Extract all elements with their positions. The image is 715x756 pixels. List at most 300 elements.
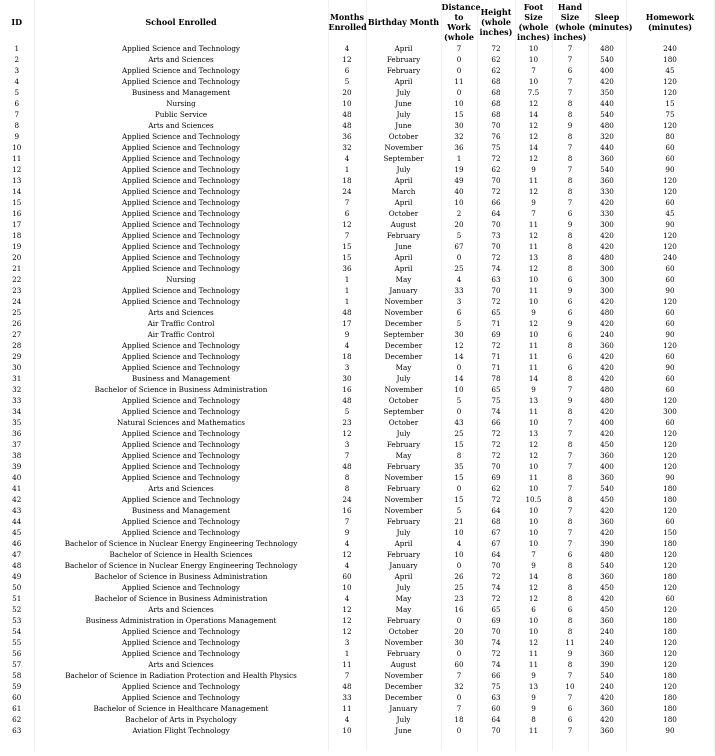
cell-hand[interactable]: 6 [552, 274, 588, 285]
cell-id[interactable]: 30 [0, 362, 34, 373]
cell-foot[interactable]: 7 [515, 208, 552, 219]
cell-distance[interactable]: 25 [441, 582, 477, 593]
cell-sleep[interactable]: 360 [588, 472, 626, 483]
cell-distance[interactable]: 16 [441, 604, 477, 615]
cell-height[interactable]: 72 [477, 439, 515, 450]
cell-school[interactable]: Air Traffic Control [34, 329, 328, 340]
cell-height[interactable]: 72 [477, 571, 515, 582]
cell-id[interactable]: 51 [0, 593, 34, 604]
cell-homework[interactable]: 90 [626, 164, 714, 175]
cell-months[interactable]: 3 [328, 439, 366, 450]
cell-hand[interactable]: 8 [552, 175, 588, 186]
cell-homework[interactable]: 90 [626, 362, 714, 373]
cell-school[interactable]: Aviation Flight Technology [34, 725, 328, 736]
cell-distance[interactable]: 43 [441, 417, 477, 428]
cell-height[interactable]: 70 [477, 120, 515, 131]
cell-height[interactable]: 70 [477, 725, 515, 736]
cell-distance[interactable]: 7 [441, 43, 477, 54]
cell-id[interactable]: 50 [0, 582, 34, 593]
cell-homework[interactable]: 60 [626, 142, 714, 153]
cell-id[interactable]: 42 [0, 494, 34, 505]
cell-height[interactable]: 72 [477, 648, 515, 659]
cell-sleep[interactable]: 450 [588, 439, 626, 450]
cell-hand[interactable]: 7 [552, 76, 588, 87]
cell-homework[interactable]: 120 [626, 230, 714, 241]
cell-foot[interactable]: 10 [515, 43, 552, 54]
cell-homework[interactable]: 60 [626, 197, 714, 208]
cell-homework[interactable]: 180 [626, 714, 714, 725]
cell-id[interactable]: 1 [0, 43, 34, 54]
cell-height[interactable]: 71 [477, 351, 515, 362]
cell-homework[interactable]: 120 [626, 428, 714, 439]
cell-foot[interactable]: 14 [515, 571, 552, 582]
cell-sleep[interactable]: 440 [588, 142, 626, 153]
cell-homework[interactable]: 120 [626, 186, 714, 197]
cell-school[interactable]: Applied Science and Technology [34, 494, 328, 505]
cell-homework[interactable]: 120 [626, 560, 714, 571]
cell-school[interactable]: Bachelor of Science in Business Administration [34, 593, 328, 604]
cell-homework[interactable]: 60 [626, 263, 714, 274]
cell-birthday[interactable]: February [366, 230, 441, 241]
cell-foot[interactable]: 7.5 [515, 87, 552, 98]
empty-cell[interactable] [366, 736, 441, 751]
cell-birthday[interactable]: January [366, 285, 441, 296]
cell-id[interactable]: 45 [0, 527, 34, 538]
cell-homework[interactable]: 180 [626, 692, 714, 703]
cell-birthday[interactable]: June [366, 98, 441, 109]
cell-school[interactable]: Applied Science and Technology [34, 692, 328, 703]
cell-foot[interactable]: 9 [515, 384, 552, 395]
cell-homework[interactable]: 180 [626, 670, 714, 681]
cell-distance[interactable]: 5 [441, 505, 477, 516]
cell-homework[interactable]: 180 [626, 703, 714, 714]
cell-foot[interactable]: 14 [515, 373, 552, 384]
cell-hand[interactable]: 8 [552, 153, 588, 164]
cell-sleep[interactable]: 420 [588, 362, 626, 373]
cell-foot[interactable]: 12 [515, 131, 552, 142]
cell-birthday[interactable]: February [366, 648, 441, 659]
cell-birthday[interactable]: February [366, 615, 441, 626]
cell-hand[interactable]: 6 [552, 329, 588, 340]
cell-height[interactable]: 75 [477, 395, 515, 406]
cell-birthday[interactable]: February [366, 549, 441, 560]
header-sleep[interactable] [588, 0, 633, 43]
cell-hand[interactable]: 9 [552, 648, 588, 659]
cell-school[interactable]: Applied Science and Technology [34, 43, 328, 54]
cell-foot[interactable]: 12 [515, 230, 552, 241]
cell-foot[interactable]: 10 [515, 626, 552, 637]
cell-school[interactable]: Applied Science and Technology [34, 439, 328, 450]
cell-birthday[interactable]: September [366, 329, 441, 340]
cell-months[interactable]: 9 [328, 329, 366, 340]
cell-homework[interactable]: 120 [626, 395, 714, 406]
cell-id[interactable]: 43 [0, 505, 34, 516]
cell-distance[interactable]: 20 [441, 219, 477, 230]
cell-sleep[interactable]: 420 [588, 527, 626, 538]
cell-hand[interactable]: 10 [552, 681, 588, 692]
cell-birthday[interactable]: November [366, 307, 441, 318]
cell-sleep[interactable]: 480 [588, 384, 626, 395]
cell-hand[interactable]: 8 [552, 406, 588, 417]
cell-months[interactable]: 11 [328, 659, 366, 670]
cell-id[interactable]: 21 [0, 263, 34, 274]
cell-id[interactable]: 61 [0, 703, 34, 714]
empty-cell[interactable] [626, 736, 714, 751]
cell-height[interactable]: 69 [477, 329, 515, 340]
cell-height[interactable]: 70 [477, 560, 515, 571]
cell-distance[interactable]: 14 [441, 373, 477, 384]
cell-hand[interactable]: 6 [552, 604, 588, 615]
cell-height[interactable]: 62 [477, 54, 515, 65]
cell-foot[interactable]: 10 [515, 505, 552, 516]
cell-id[interactable]: 13 [0, 175, 34, 186]
cell-hand[interactable]: 8 [552, 472, 588, 483]
cell-homework[interactable]: 15 [626, 98, 714, 109]
cell-sleep[interactable]: 400 [588, 461, 626, 472]
cell-foot[interactable]: 10.5 [515, 494, 552, 505]
cell-foot[interactable]: 12 [515, 582, 552, 593]
cell-sleep[interactable]: 360 [588, 450, 626, 461]
cell-sleep[interactable]: 350 [588, 87, 626, 98]
cell-birthday[interactable]: December [366, 318, 441, 329]
cell-hand[interactable]: 7 [552, 197, 588, 208]
cell-school[interactable]: Applied Science and Technology [34, 428, 328, 439]
cell-sleep[interactable]: 450 [588, 582, 626, 593]
cell-homework[interactable]: 240 [626, 252, 714, 263]
cell-school[interactable]: Applied Science and Technology [34, 175, 328, 186]
cell-foot[interactable]: 9 [515, 164, 552, 175]
cell-distance[interactable]: 7 [441, 670, 477, 681]
cell-height[interactable]: 65 [477, 307, 515, 318]
cell-height[interactable]: 72 [477, 296, 515, 307]
cell-foot[interactable]: 11 [515, 241, 552, 252]
cell-hand[interactable]: 8 [552, 659, 588, 670]
cell-hand[interactable]: 7 [552, 450, 588, 461]
cell-sleep[interactable]: 540 [588, 164, 626, 175]
cell-birthday[interactable]: February [366, 461, 441, 472]
cell-id[interactable]: 28 [0, 340, 34, 351]
cell-distance[interactable]: 26 [441, 571, 477, 582]
cell-birthday[interactable]: February [366, 439, 441, 450]
cell-sleep[interactable]: 330 [588, 186, 626, 197]
cell-id[interactable]: 2 [0, 54, 34, 65]
cell-height[interactable]: 66 [477, 417, 515, 428]
cell-birthday[interactable]: November [366, 670, 441, 681]
cell-distance[interactable]: 21 [441, 516, 477, 527]
cell-distance[interactable]: 15 [441, 494, 477, 505]
cell-school[interactable]: Applied Science and Technology [34, 208, 328, 219]
cell-months[interactable]: 4 [328, 714, 366, 725]
cell-sleep[interactable]: 330 [588, 208, 626, 219]
header-hand[interactable] [552, 0, 588, 43]
cell-birthday[interactable]: April [366, 571, 441, 582]
cell-foot[interactable]: 10 [515, 54, 552, 65]
cell-id[interactable]: 14 [0, 186, 34, 197]
cell-foot[interactable]: 13 [515, 428, 552, 439]
cell-distance[interactable]: 49 [441, 175, 477, 186]
cell-id[interactable]: 60 [0, 692, 34, 703]
cell-birthday[interactable]: May [366, 362, 441, 373]
cell-id[interactable]: 16 [0, 208, 34, 219]
cell-foot[interactable]: 10 [515, 461, 552, 472]
cell-months[interactable]: 1 [328, 285, 366, 296]
cell-months[interactable]: 5 [328, 76, 366, 87]
cell-birthday[interactable]: October [366, 208, 441, 219]
cell-school[interactable]: Applied Science and Technology [34, 351, 328, 362]
cell-school[interactable]: Arts and Sciences [34, 483, 328, 494]
cell-months[interactable]: 10 [328, 725, 366, 736]
cell-homework[interactable]: 120 [626, 439, 714, 450]
cell-birthday[interactable]: July [366, 428, 441, 439]
cell-distance[interactable]: 32 [441, 681, 477, 692]
cell-distance[interactable]: 0 [441, 87, 477, 98]
cell-distance[interactable]: 0 [441, 252, 477, 263]
cell-sleep[interactable]: 540 [588, 670, 626, 681]
cell-id[interactable]: 25 [0, 307, 34, 318]
cell-hand[interactable]: 8 [552, 494, 588, 505]
cell-hand[interactable]: 7 [552, 725, 588, 736]
cell-distance[interactable]: 10 [441, 197, 477, 208]
cell-height[interactable]: 72 [477, 153, 515, 164]
cell-months[interactable]: 4 [328, 43, 366, 54]
cell-months[interactable]: 32 [328, 142, 366, 153]
cell-foot[interactable]: 9 [515, 703, 552, 714]
cell-sleep[interactable]: 440 [588, 98, 626, 109]
cell-foot[interactable]: 11 [515, 351, 552, 362]
cell-foot[interactable]: 11 [515, 340, 552, 351]
cell-hand[interactable]: 11 [552, 637, 588, 648]
header-distance[interactable] [441, 0, 481, 43]
cell-sleep[interactable]: 420 [588, 241, 626, 252]
cell-hand[interactable]: 8 [552, 626, 588, 637]
cell-birthday[interactable]: May [366, 274, 441, 285]
cell-distance[interactable]: 14 [441, 351, 477, 362]
cell-months[interactable]: 48 [328, 461, 366, 472]
cell-hand[interactable]: 6 [552, 351, 588, 362]
cell-distance[interactable]: 7 [441, 703, 477, 714]
empty-cell[interactable] [477, 736, 515, 751]
cell-months[interactable]: 4 [328, 538, 366, 549]
cell-height[interactable]: 66 [477, 197, 515, 208]
cell-school[interactable]: Bachelor of Arts in Psychology [34, 714, 328, 725]
cell-birthday[interactable]: February [366, 483, 441, 494]
cell-foot[interactable]: 11 [515, 659, 552, 670]
cell-months[interactable]: 23 [328, 417, 366, 428]
cell-homework[interactable]: 60 [626, 593, 714, 604]
cell-id[interactable]: 23 [0, 285, 34, 296]
cell-homework[interactable]: 120 [626, 582, 714, 593]
cell-school[interactable]: Bachelor of Science in Nuclear Energy Engineering Technology [34, 560, 328, 571]
cell-sleep[interactable]: 300 [588, 219, 626, 230]
cell-height[interactable]: 69 [477, 472, 515, 483]
cell-id[interactable]: 11 [0, 153, 34, 164]
cell-hand[interactable]: 7 [552, 164, 588, 175]
cell-distance[interactable]: 0 [441, 692, 477, 703]
cell-school[interactable]: Applied Science and Technology [34, 197, 328, 208]
cell-id[interactable]: 4 [0, 76, 34, 87]
cell-distance[interactable]: 36 [441, 142, 477, 153]
cell-sleep[interactable]: 360 [588, 725, 626, 736]
cell-height[interactable]: 72 [477, 186, 515, 197]
cell-homework[interactable]: 60 [626, 274, 714, 285]
cell-school[interactable]: Applied Science and Technology [34, 626, 328, 637]
cell-foot[interactable]: 10 [515, 76, 552, 87]
cell-school[interactable]: Applied Science and Technology [34, 296, 328, 307]
cell-sleep[interactable]: 320 [588, 131, 626, 142]
cell-sleep[interactable]: 360 [588, 516, 626, 527]
cell-months[interactable]: 24 [328, 494, 366, 505]
cell-foot[interactable]: 12 [515, 593, 552, 604]
cell-hand[interactable]: 8 [552, 571, 588, 582]
cell-distance[interactable]: 0 [441, 648, 477, 659]
cell-hand[interactable]: 6 [552, 307, 588, 318]
cell-birthday[interactable]: January [366, 560, 441, 571]
cell-distance[interactable]: 0 [441, 406, 477, 417]
cell-height[interactable]: 63 [477, 692, 515, 703]
cell-months[interactable]: 15 [328, 252, 366, 263]
cell-distance[interactable]: 20 [441, 626, 477, 637]
cell-hand[interactable]: 7 [552, 384, 588, 395]
cell-id[interactable]: 59 [0, 681, 34, 692]
cell-months[interactable]: 36 [328, 131, 366, 142]
cell-id[interactable]: 39 [0, 461, 34, 472]
cell-months[interactable]: 7 [328, 516, 366, 527]
cell-months[interactable]: 1 [328, 648, 366, 659]
cell-foot[interactable]: 7 [515, 65, 552, 76]
cell-school[interactable]: Applied Science and Technology [34, 164, 328, 175]
cell-hand[interactable]: 7 [552, 87, 588, 98]
cell-distance[interactable]: 23 [441, 593, 477, 604]
cell-height[interactable]: 74 [477, 263, 515, 274]
cell-foot[interactable]: 10 [515, 527, 552, 538]
cell-height[interactable]: 71 [477, 362, 515, 373]
empty-cell[interactable] [34, 736, 328, 751]
cell-birthday[interactable]: July [366, 109, 441, 120]
cell-months[interactable]: 8 [328, 483, 366, 494]
cell-birthday[interactable]: May [366, 593, 441, 604]
cell-birthday[interactable]: November [366, 494, 441, 505]
cell-homework[interactable]: 120 [626, 549, 714, 560]
cell-foot[interactable]: 13 [515, 395, 552, 406]
cell-id[interactable]: 24 [0, 296, 34, 307]
cell-distance[interactable]: 4 [441, 538, 477, 549]
cell-foot[interactable]: 13 [515, 681, 552, 692]
cell-homework[interactable]: 120 [626, 505, 714, 516]
cell-homework[interactable]: 150 [626, 527, 714, 538]
cell-distance[interactable]: 15 [441, 109, 477, 120]
cell-hand[interactable]: 7 [552, 428, 588, 439]
cell-height[interactable]: 67 [477, 538, 515, 549]
header-id[interactable] [0, 0, 34, 43]
cell-hand[interactable]: 8 [552, 615, 588, 626]
cell-homework[interactable]: 180 [626, 571, 714, 582]
cell-hand[interactable]: 8 [552, 560, 588, 571]
cell-id[interactable]: 10 [0, 142, 34, 153]
cell-id[interactable]: 47 [0, 549, 34, 560]
cell-birthday[interactable]: May [366, 604, 441, 615]
empty-cell[interactable] [328, 736, 366, 751]
cell-hand[interactable]: 6 [552, 714, 588, 725]
cell-sleep[interactable]: 450 [588, 604, 626, 615]
cell-height[interactable]: 72 [477, 494, 515, 505]
cell-id[interactable]: 12 [0, 164, 34, 175]
cell-homework[interactable]: 120 [626, 450, 714, 461]
cell-birthday[interactable]: April [366, 263, 441, 274]
cell-hand[interactable]: 8 [552, 263, 588, 274]
cell-id[interactable]: 48 [0, 560, 34, 571]
cell-id[interactable]: 57 [0, 659, 34, 670]
cell-school[interactable]: Applied Science and Technology [34, 516, 328, 527]
cell-id[interactable]: 22 [0, 274, 34, 285]
cell-birthday[interactable]: March [366, 186, 441, 197]
cell-foot[interactable]: 10 [515, 615, 552, 626]
cell-sleep[interactable]: 420 [588, 351, 626, 362]
cell-school[interactable]: Business and Management [34, 373, 328, 384]
cell-birthday[interactable]: January [366, 703, 441, 714]
cell-height[interactable]: 68 [477, 98, 515, 109]
cell-homework[interactable]: 180 [626, 615, 714, 626]
cell-months[interactable]: 7 [328, 197, 366, 208]
cell-birthday[interactable]: November [366, 637, 441, 648]
cell-sleep[interactable]: 300 [588, 285, 626, 296]
cell-school[interactable]: Arts and Sciences [34, 120, 328, 131]
cell-school[interactable]: Applied Science and Technology [34, 142, 328, 153]
cell-birthday[interactable]: April [366, 197, 441, 208]
cell-months[interactable]: 4 [328, 340, 366, 351]
cell-distance[interactable]: 60 [441, 659, 477, 670]
cell-months[interactable]: 12 [328, 428, 366, 439]
cell-sleep[interactable]: 360 [588, 153, 626, 164]
cell-foot[interactable]: 9 [515, 197, 552, 208]
cell-height[interactable]: 72 [477, 340, 515, 351]
cell-homework[interactable]: 60 [626, 153, 714, 164]
cell-school[interactable]: Arts and Sciences [34, 659, 328, 670]
cell-sleep[interactable]: 540 [588, 560, 626, 571]
cell-id[interactable]: 58 [0, 670, 34, 681]
cell-months[interactable]: 12 [328, 615, 366, 626]
cell-hand[interactable]: 8 [552, 131, 588, 142]
cell-birthday[interactable]: November [366, 505, 441, 516]
header-months[interactable] [328, 0, 366, 43]
cell-sleep[interactable]: 540 [588, 483, 626, 494]
cell-sleep[interactable]: 400 [588, 65, 626, 76]
cell-birthday[interactable]: July [366, 527, 441, 538]
cell-school[interactable]: Applied Science and Technology [34, 637, 328, 648]
cell-distance[interactable]: 10 [441, 549, 477, 560]
cell-months[interactable]: 11 [328, 703, 366, 714]
cell-foot[interactable]: 14 [515, 142, 552, 153]
cell-foot[interactable]: 12 [515, 439, 552, 450]
cell-months[interactable]: 36 [328, 263, 366, 274]
cell-school[interactable]: Applied Science and Technology [34, 252, 328, 263]
cell-birthday[interactable]: December [366, 692, 441, 703]
cell-distance[interactable]: 32 [441, 131, 477, 142]
cell-months[interactable]: 48 [328, 681, 366, 692]
cell-school[interactable]: Arts and Sciences [34, 307, 328, 318]
cell-months[interactable]: 12 [328, 549, 366, 560]
cell-homework[interactable]: 90 [626, 725, 714, 736]
cell-sleep[interactable]: 420 [588, 230, 626, 241]
cell-homework[interactable]: 120 [626, 340, 714, 351]
cell-foot[interactable]: 11 [515, 406, 552, 417]
cell-months[interactable]: 7 [328, 450, 366, 461]
cell-id[interactable]: 26 [0, 318, 34, 329]
cell-sleep[interactable]: 420 [588, 406, 626, 417]
cell-distance[interactable]: 0 [441, 54, 477, 65]
cell-foot[interactable]: 7 [515, 549, 552, 560]
cell-school[interactable]: Applied Science and Technology [34, 340, 328, 351]
cell-sleep[interactable]: 420 [588, 505, 626, 516]
